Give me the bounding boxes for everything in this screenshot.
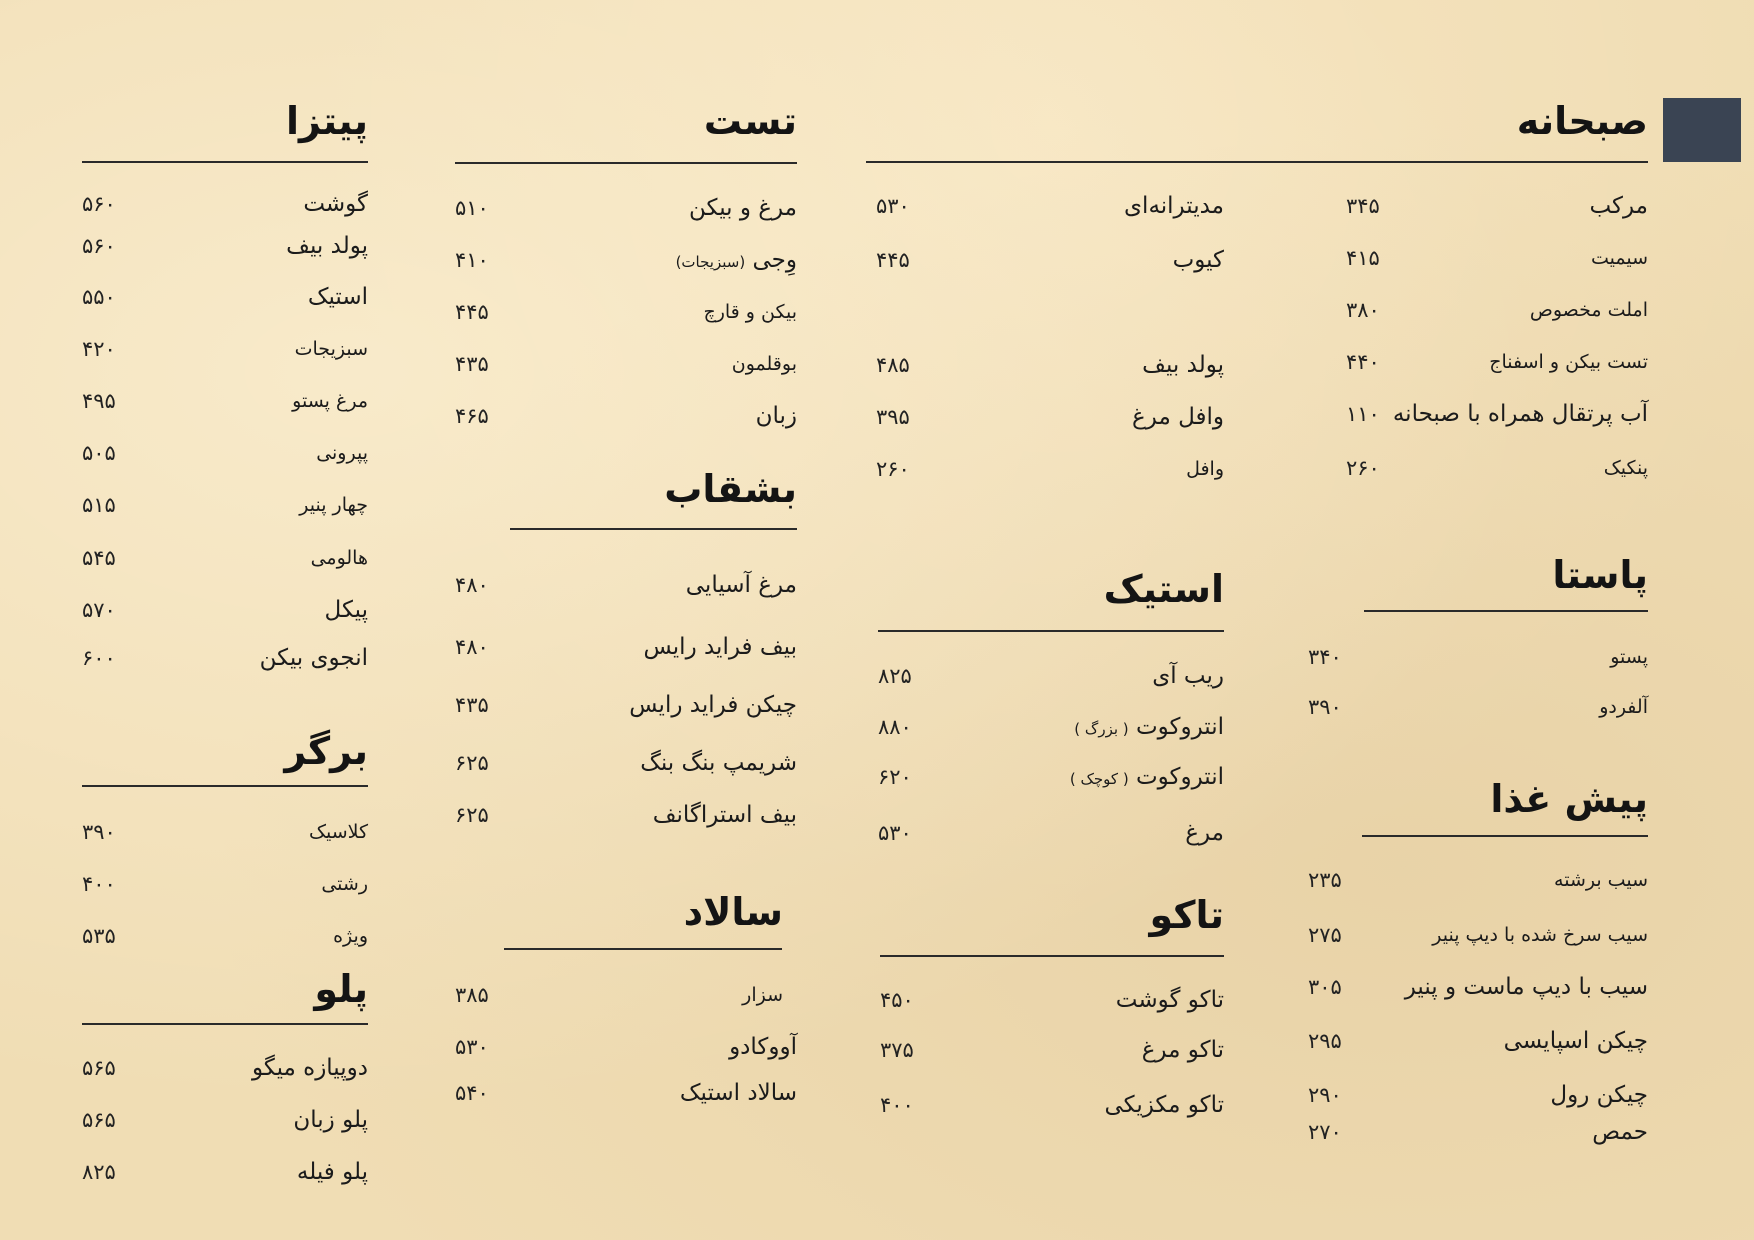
section-title-plate: بشقاب <box>664 467 797 511</box>
menu-item: سیب با دیپ ماست و پنیر ۳۰۵ <box>1308 974 1648 1000</box>
menu-item: آووکادو ۵۳۰ <box>455 1034 797 1060</box>
divider <box>1364 610 1648 612</box>
menu-item: پپرونی ۵۰۵ <box>82 441 368 465</box>
section-toast <box>455 99 797 442</box>
section-steak <box>878 567 1224 860</box>
section-title-pasta: پاستا <box>1552 553 1648 597</box>
menu-item: مرغ ۵۳۰ <box>878 820 1224 846</box>
menu-item: بوقلمون ۴۳۵ <box>455 352 797 376</box>
menu-item: پلو زبان ۵۶۵ <box>82 1107 368 1133</box>
menu-item: انتروکوت ( کوچک ) ۶۲۰ <box>878 764 1224 790</box>
menu-item: وِجی (سبزیجات) ۴۱۰ <box>455 247 797 273</box>
menu-item: آلفردو ۳۹۰ <box>1308 695 1648 719</box>
menu-item: مرغ آسیایی ۴۸۰ <box>455 572 797 598</box>
divider <box>880 955 1224 957</box>
menu-item: چیکن اسپایسی ۲۹۵ <box>1308 1028 1648 1054</box>
menu-item: پولد بیف ۵۶۰ <box>82 233 368 259</box>
divider <box>82 785 368 787</box>
menu-item: حمص ۲۷۰ <box>1308 1119 1648 1145</box>
section-title-salad: سالاد <box>683 890 783 934</box>
menu-item: تست بیکن و اسفناج ۴۴۰ <box>1346 350 1648 374</box>
section-title-steak: استیک <box>1103 567 1224 611</box>
menu-item: سیب برشته ۲۳۵ <box>1308 868 1648 892</box>
menu-item: سبزیجات ۴۲۰ <box>82 337 368 361</box>
divider <box>866 161 1648 163</box>
section-title-appetizer: پیش غذا <box>1490 777 1648 821</box>
menu-item: ویژه ۵۳۵ <box>82 924 368 948</box>
menu-item: شریمپ بنگ بنگ ۶۲۵ <box>455 750 797 776</box>
divider <box>82 161 368 163</box>
menu-item: کلاسیک ۳۹۰ <box>82 820 368 844</box>
section-title-toast: تست <box>703 99 797 143</box>
menu-item: تاکو مکزیکی ۴۰۰ <box>880 1092 1224 1118</box>
section-burger <box>82 729 368 952</box>
menu-item: انتروکوت ( بزرگ ) ۸۸۰ <box>878 714 1224 740</box>
divider <box>504 948 782 950</box>
divider <box>82 1023 368 1025</box>
menu-item: هالومی ۵۴۵ <box>82 546 368 570</box>
menu-item: پولد بیف ۴۸۵ <box>876 352 1224 378</box>
menu-item: پلو فیله ۸۲۵ <box>82 1159 368 1185</box>
divider <box>1362 835 1648 837</box>
section-title-taco: تاکو <box>1149 893 1224 937</box>
menu-item: تاکو مرغ ۳۷۵ <box>880 1037 1224 1063</box>
section-salad <box>455 890 797 1123</box>
menu-item: بیکن و قارچ ۴۴۵ <box>455 300 797 324</box>
menu-item: رشتی ۴۰۰ <box>82 872 368 896</box>
menu-item: سزار ۳۸۵ <box>455 983 783 1007</box>
menu-item: تاکو گوشت ۴۵۰ <box>880 987 1224 1013</box>
menu-item: چیکن رول ۲۹۰ <box>1308 1082 1648 1108</box>
section-plate <box>455 467 797 840</box>
section-title-polo: پلو <box>314 967 368 1011</box>
menu-item: سالاد استیک ۵۴۰ <box>455 1080 797 1106</box>
menu-item: مرغ و بیکن ۵۱۰ <box>455 195 797 221</box>
corner-badge <box>1663 98 1741 162</box>
section-appetizer <box>1308 777 1648 1160</box>
menu-item: پنکیک ۲۶۰ <box>1346 456 1648 480</box>
section-polo <box>82 967 368 1200</box>
menu-item: املت مخصوص ۳۸۰ <box>1346 298 1648 322</box>
menu-item: مدیترانه‌ای ۵۳۰ <box>876 193 1224 219</box>
menu-item: پستو ۳۴۰ <box>1308 645 1648 669</box>
section-title-breakfast: صبحانه <box>1516 99 1648 143</box>
menu-item: مرکب ۳۴۵ <box>1346 193 1648 219</box>
menu-item: انجوی بیکن ۶۰۰ <box>82 645 368 671</box>
menu-item: پیکل ۵۷۰ <box>82 597 368 623</box>
menu-item: چهار پنیر ۵۱۵ <box>82 493 368 517</box>
menu-item: وافل مرغ ۳۹۵ <box>876 404 1224 430</box>
section-title-burger: برگر <box>284 729 368 773</box>
menu-item: مرغ پستو ۴۹۵ <box>82 389 368 413</box>
section-pasta <box>1308 553 1648 726</box>
menu-item: زبان ۴۶۵ <box>455 403 797 429</box>
menu-item: چیکن فراید رایس ۴۳۵ <box>455 692 797 718</box>
menu-item: گوشت ۵۶۰ <box>82 191 368 217</box>
divider <box>455 162 797 164</box>
menu-item: وافل ۲۶۰ <box>876 457 1224 481</box>
menu-item: استیک ۵۵۰ <box>82 284 368 310</box>
section-breakfast <box>866 99 1648 502</box>
section-taco <box>880 893 1224 1126</box>
section-title-pizza: پیتزا <box>286 99 368 143</box>
menu-item: ریب آی ۸۲۵ <box>878 663 1224 689</box>
menu-item: کیوب ۴۴۵ <box>876 247 1224 273</box>
menu-item: بیف فراید رایس ۴۸۰ <box>455 634 797 660</box>
menu-item: سیب سرخ شده با دیپ پنیر ۲۷۵ <box>1308 923 1648 947</box>
menu-item: آب پرتقال همراه با صبحانه ۱۱۰ <box>1346 401 1648 427</box>
menu-item: سیمیت ۴۱۵ <box>1346 246 1648 270</box>
divider <box>878 630 1224 632</box>
section-pizza <box>82 99 368 682</box>
menu-item: بیف استراگانف ۶۲۵ <box>455 802 797 828</box>
menu-item: دوپیازه میگو ۵۶۵ <box>82 1055 368 1081</box>
divider <box>510 528 797 530</box>
